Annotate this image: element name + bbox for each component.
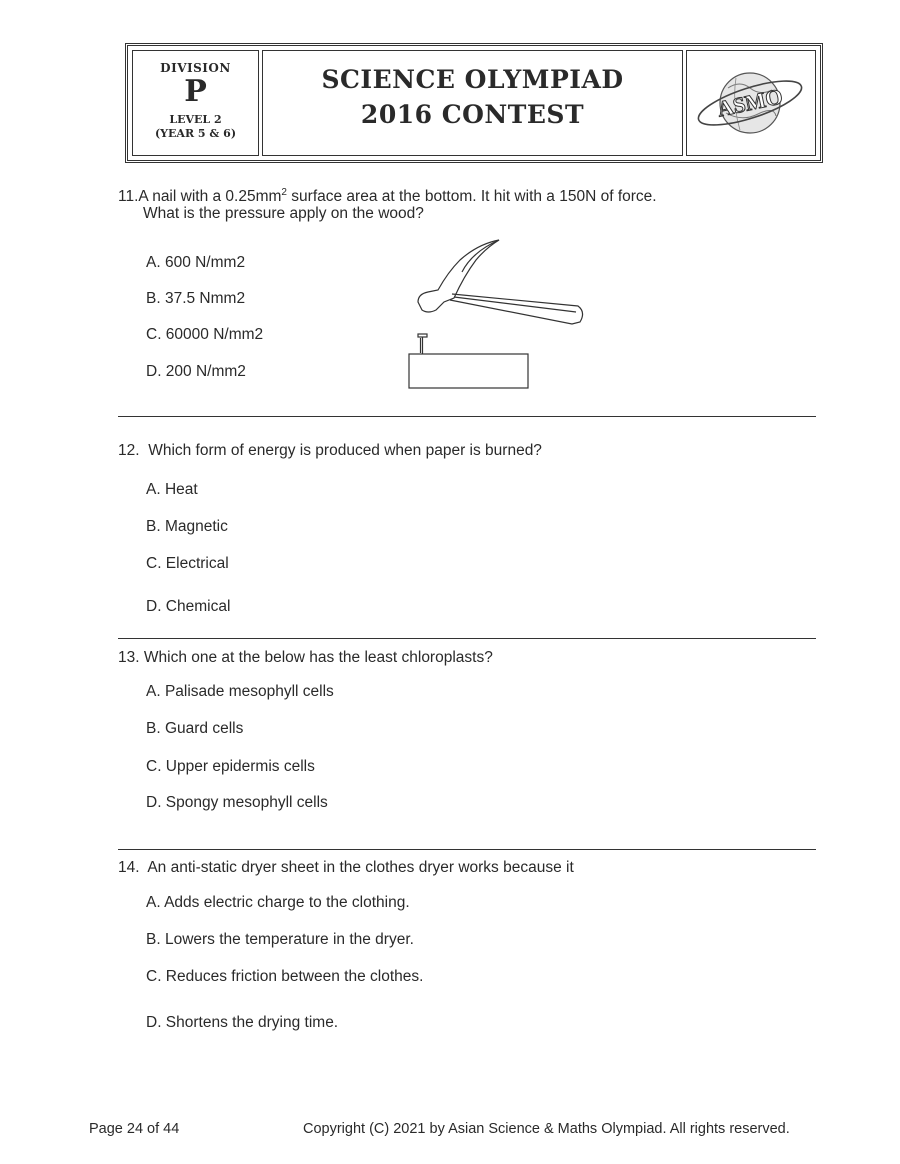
division-letter: P	[184, 74, 207, 109]
option-c[interactable]: C. Electrical	[146, 555, 229, 572]
question-number: 12.	[118, 442, 140, 459]
question-number: 11.	[118, 188, 139, 206]
wood-block	[409, 354, 528, 388]
option-b[interactable]: B. Magnetic	[146, 518, 228, 535]
contest-title: SCIENCE OLYMPIAD	[321, 65, 624, 94]
option-d[interactable]: D. Spongy mesophyll cells	[146, 794, 328, 811]
years-label: (YEAR 5 & 6)	[154, 127, 237, 140]
division-box	[132, 50, 259, 156]
question-text: Which one at the below has the least chloroplasts?	[143, 649, 493, 666]
superscript: 2	[281, 187, 287, 198]
option-c[interactable]: C. Upper epidermis cells	[146, 758, 315, 775]
question-11-line2: What is the pressure apply on the wood?	[143, 205, 424, 222]
option-d[interactable]: D. Shortens the drying time.	[146, 1014, 339, 1031]
divider	[118, 416, 816, 417]
page-number: Page 24 of 44	[89, 1121, 180, 1137]
title-box	[262, 50, 683, 156]
option-b[interactable]: B. Guard cells	[146, 720, 244, 737]
contest-header	[125, 43, 823, 163]
division-label: DIVISION	[160, 61, 231, 75]
question-12	[118, 440, 542, 461]
hammer-nail-illustration	[400, 232, 595, 394]
copyright-notice: Copyright (C) 2021 by Asian Science & Maths Olympiad. All rights reserved.	[303, 1121, 790, 1137]
question-text: Which form of energy is produced when paper is burned?	[148, 442, 542, 459]
level-label: LEVEL 2	[169, 113, 222, 126]
logo-box	[686, 50, 816, 156]
option-d[interactable]: D. Chemical	[146, 598, 231, 615]
question-number: 13.	[118, 649, 140, 666]
question-text-cont: surface area at the bottom. It hit with a 150N of force.	[286, 188, 657, 206]
question-number: 14.	[118, 859, 140, 876]
option-a[interactable]: A. Heat	[146, 481, 198, 498]
option-c[interactable]: C. 60000 N/mm2	[146, 326, 264, 343]
asmo-logo-icon	[692, 58, 810, 148]
hammer-icon	[418, 240, 583, 324]
question-text: A nail with a 0.25mm	[138, 188, 282, 206]
logo-text: ASMO	[715, 83, 785, 122]
divider	[118, 638, 816, 639]
question-14	[118, 857, 574, 878]
option-d[interactable]: D. 200 N/mm2	[146, 363, 246, 380]
nail-icon	[418, 334, 427, 354]
option-a[interactable]: A. Adds electric charge to the clothing.	[146, 894, 410, 911]
option-b[interactable]: B. 37.5 Nmm2	[146, 290, 246, 307]
divider	[118, 849, 816, 850]
option-b[interactable]: B. Lowers the temperature in the dryer.	[146, 931, 414, 948]
option-a[interactable]: A. Palisade mesophyll cells	[146, 683, 334, 700]
question-text: An anti-static dryer sheet in the clothes dryer works because it	[147, 859, 574, 876]
option-c[interactable]: C. Reduces friction between the clothes.	[146, 968, 424, 985]
option-a[interactable]: A. 600 N/mm2	[146, 254, 246, 271]
contest-year: 2016 CONTEST	[360, 100, 585, 129]
question-13	[118, 647, 493, 668]
